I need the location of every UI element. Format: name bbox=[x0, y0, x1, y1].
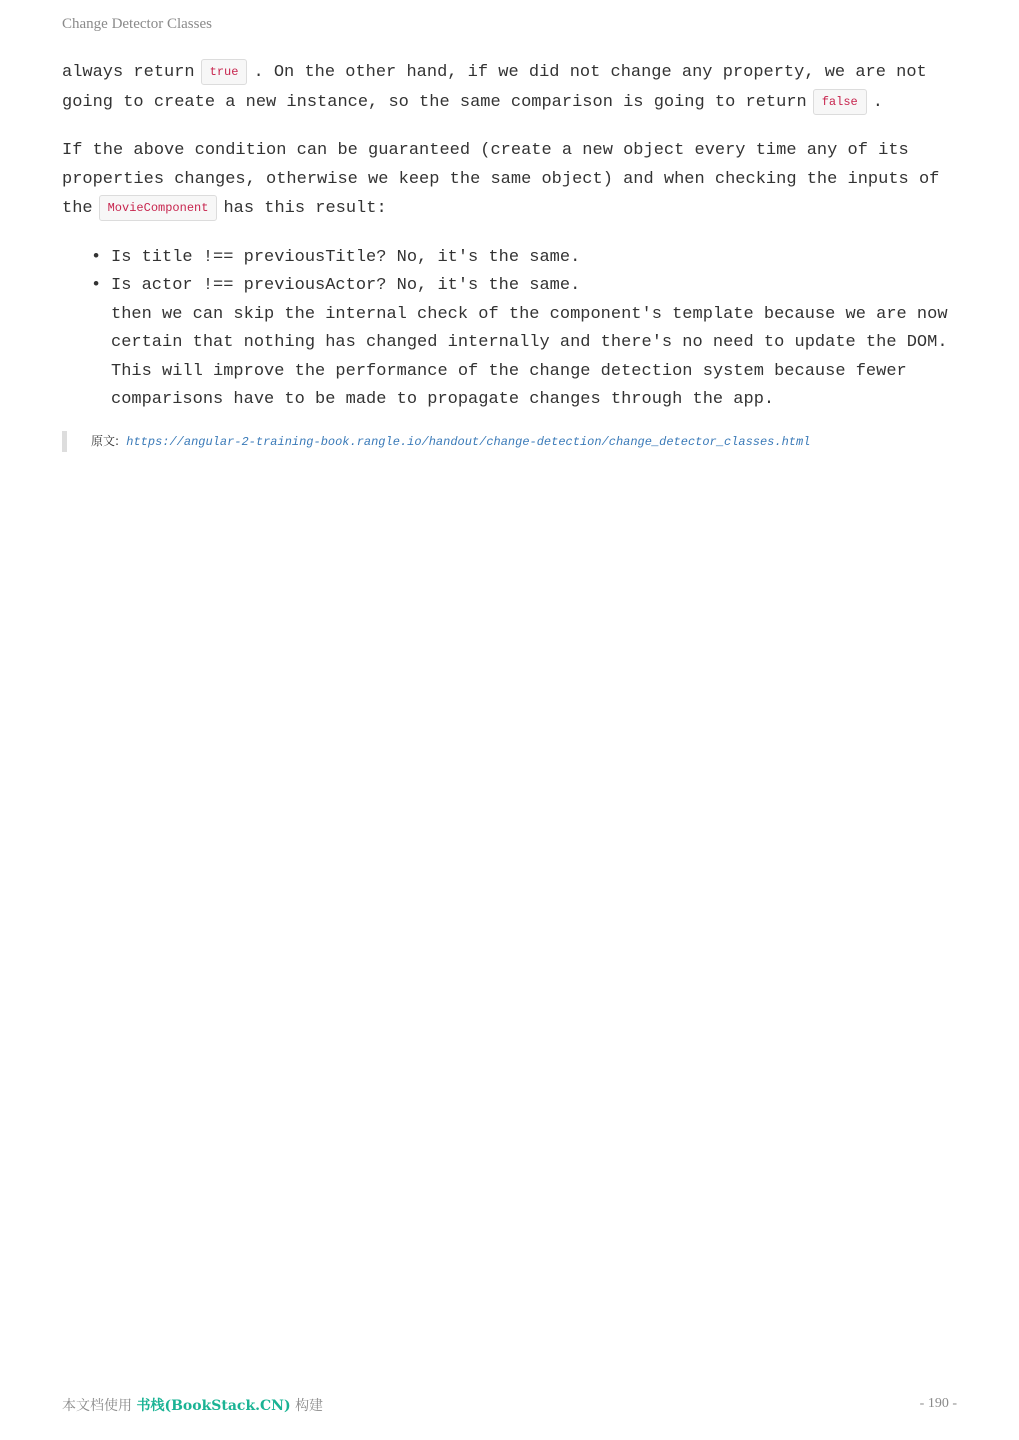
footer-credit bbox=[62, 1395, 323, 1415]
paragraph-text: If the above condition can be guaranteed (create a new object every time any of its properties changes, otherwise we keep the same object) and when checking the inputs of the bbox=[62, 141, 940, 218]
list-item bbox=[91, 244, 962, 273]
bullet-icon: • bbox=[91, 276, 102, 295]
result-list bbox=[62, 244, 962, 415]
list-item-text: Is actor !== previousActor? No, it's the same. bbox=[111, 276, 581, 295]
footer-prefix: 本文档使用 bbox=[62, 1398, 132, 1414]
source-link[interactable]: https://angular-2-training-book.rangle.io/handout/change-detection/change_detector_classes.html bbox=[126, 435, 811, 449]
inline-code-moviecomponent: MovieComponent bbox=[99, 195, 218, 221]
list-item bbox=[91, 272, 962, 415]
page-number: - 190 - bbox=[919, 1396, 957, 1411]
inline-code-true: true bbox=[201, 59, 248, 85]
list-item-text: Is title !== previousTitle? No, it's the same. bbox=[111, 247, 581, 267]
bookstack-link[interactable]: 书栈(BookStack.CN) bbox=[136, 1398, 291, 1414]
running-header: Change Detector Classes bbox=[62, 16, 212, 32]
source-blockquote bbox=[62, 431, 810, 452]
source-colon: : bbox=[115, 434, 120, 448]
footer-suffix: 构建 bbox=[295, 1398, 324, 1414]
paragraph-text: . On the other hand, if we did not change any property, we are not going to create a new instance, so the same comparison is going to return bbox=[62, 63, 927, 112]
paragraph-return-values bbox=[62, 58, 962, 117]
inline-code-false: false bbox=[813, 89, 867, 115]
paragraph-text: . bbox=[872, 92, 883, 112]
paragraph-text: always return bbox=[62, 63, 195, 82]
paragraph-text: has this result: bbox=[223, 199, 387, 218]
source-label: 原文 bbox=[91, 434, 116, 448]
list-continuation-text: then we can skip the internal check of the component's template because we are now certain that nothing has changed internally and there's no need to update the DOM. This will improve the performance of the change detection system because fewer comparisons have to be made to propagate changes through the app. bbox=[111, 304, 948, 409]
page-content bbox=[62, 58, 962, 435]
bullet-icon: • bbox=[91, 247, 102, 267]
paragraph-condition bbox=[62, 137, 962, 224]
